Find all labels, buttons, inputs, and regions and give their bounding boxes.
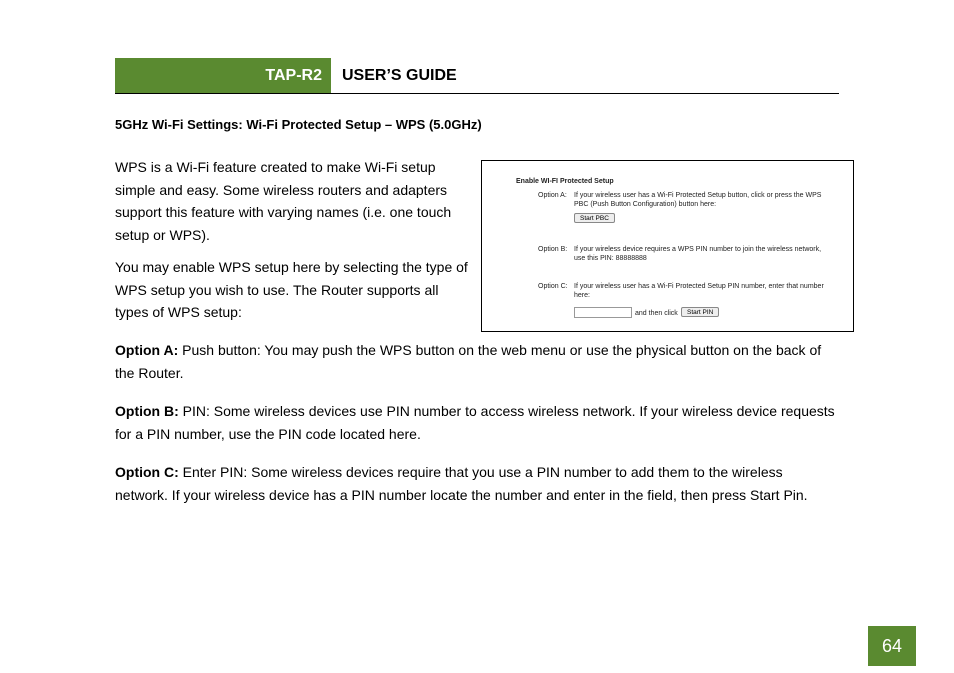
option-label: Option B: xyxy=(115,403,179,419)
screenshot-option-b-text xyxy=(574,245,824,263)
option-b-paragraph xyxy=(115,400,835,446)
screenshot-option-a-label: Option A: xyxy=(538,192,567,199)
header-product: TAP-R2 xyxy=(265,66,322,84)
wps-pin-value: 88888888 xyxy=(615,255,647,262)
section-title: 5GHz Wi-Fi Settings: Wi-Fi Protected Setup – WPS (5.0GHz) xyxy=(115,117,482,132)
option-text: Enter PIN: Some wireless devices require that you use a PIN number to add them to the wireless network. If your wireless device has a PIN number locate the number and enter in the field, then press Start Pin. xyxy=(115,464,808,503)
option-b-description: If your wireless device requires a WPS PIN number to join the wireless network, use this PIN: xyxy=(574,246,822,262)
start-pbc-button[interactable]: Start PBC xyxy=(574,213,615,223)
intro-paragraph: WPS is a Wi-Fi feature created to make Wi-Fi setup simple and easy. Some wireless routers and adapters support this feature with varying names (i.e. one touch setup or WPS). xyxy=(115,159,452,243)
intro-paragraph: You may enable WPS setup here by selecting the type of WPS setup you wish to use. The Router supports all types of WPS setup: xyxy=(115,259,468,320)
screenshot-option-c-text: If your wireless user has a Wi-Fi Protected Setup PIN number, enter that number here: xyxy=(574,283,824,299)
page-number: 64 xyxy=(868,626,916,666)
header-divider xyxy=(115,93,839,94)
option-a-paragraph xyxy=(115,339,835,385)
wps-settings-screenshot xyxy=(481,160,854,332)
header-title: USER’S GUIDE xyxy=(342,66,457,84)
screenshot-option-c-label: Option C: xyxy=(538,283,568,290)
screenshot-heading: Enable WI-FI Protected Setup xyxy=(516,178,614,185)
option-c-paragraph xyxy=(115,461,835,507)
start-pin-button[interactable]: Start PIN xyxy=(681,307,719,317)
option-label: Option C: xyxy=(115,464,179,480)
screenshot-option-a-text: If your wireless user has a Wi-Fi Protected Setup button, click or press the WPS PBC (Push Button Configuration) button here: xyxy=(574,192,822,208)
option-label: Option A: xyxy=(115,342,179,358)
option-text: PIN: Some wireless devices use PIN number to access wireless network. If your wireless device requests for a PIN number, use the PIN code located here. xyxy=(115,403,835,442)
and-then-click-label: and then click xyxy=(635,310,678,317)
intro-text xyxy=(115,156,475,324)
header-product-badge xyxy=(115,58,331,93)
option-text: Push button: You may push the WPS button on the web menu or use the physical button on the back of the Router. xyxy=(115,342,822,381)
screenshot-option-b-label: Option B: xyxy=(538,246,568,253)
pin-input[interactable] xyxy=(574,307,632,318)
